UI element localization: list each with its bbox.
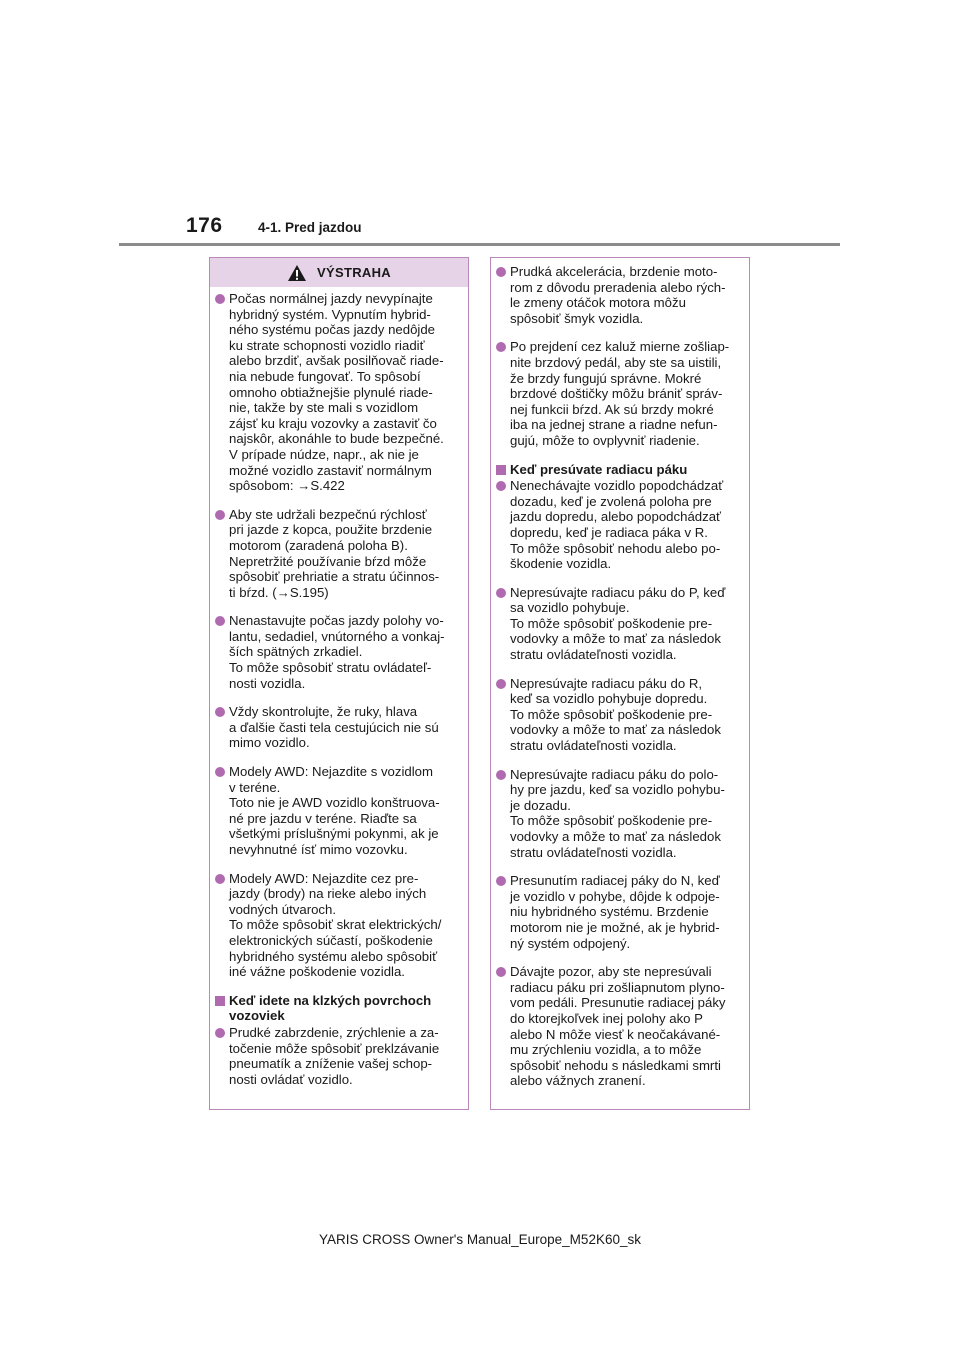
warning-header [210, 258, 468, 287]
bullet-icon [496, 770, 506, 780]
list-item [214, 507, 462, 601]
item-text: Modely AWD: Nejazdite s vozidlom v teréne. Toto nie je AWD vozidlo konštruova- né pre jazdu v teréne. Riaďte sa všetkými príslušnými pokynmi, ak je nevyhnutné ísť mimo vozovku. [229, 764, 440, 857]
list-item [495, 585, 743, 663]
bullet-icon [215, 767, 225, 777]
subheading-text: Keď idete na klzkých povrchoch vozoviek [229, 992, 432, 1024]
bullet-icon [215, 874, 225, 884]
item-text: Nepresúvajte radiacu páku do R, keď sa vozidlo pohybuje dopredu. To môže spôsobiť poškodenie pre- vodovky a môže to mať za následok stratu ovládateľnosti vozidla. [510, 675, 721, 754]
item-text: Počas normálnej jazdy nevypínajte hybridný systém. Vypnutím hybrid- ného systému počas jazdy nedôjde ku strate schopnosti vozidlo riadiť alebo brzdiť, avšak posilňovač riade- nia nebude fungovať. To spôsobí omnoho obtiažnejšie plynulé riade- nie, takže by ste mali s vozidlom zájsť ku kraju vozovky a zastaviť čo najskôr, akonáhle to bude bezpečné. V prípade núdze, napr., ak nie je možné vozidlo zastaviť normálnym spôsobom: →S.422 [229, 291, 444, 494]
item-text: Aby ste udržali bezpečnú rýchlosť pri jazde z kopca, použite brzdenie motorom (zaradená poloha B). Nepretržité používanie bŕzd môže spôsobiť prehriatie a stratu účinnos- ti bŕzd. (→S.195) [229, 506, 440, 600]
subheading [214, 993, 462, 1024]
right-column-body [491, 258, 749, 1089]
list-item [214, 613, 462, 691]
left-column-body [210, 287, 468, 1087]
item-text: Nepresúvajte radiacu páku do polo- hy pre jazdu, keď sa vozidlo pohybu- je dozadu. To môže spôsobiť poškodenie pre- vodovky a môže to mať za následok stratu ovládateľnosti vozidla. [510, 766, 725, 860]
item-text: Presunutím radiacej páky do N, keď je vozidlo v pohybe, dôjde k odpoje- niu hybridného systému. Brzdenie motorom nie je možné, ak je hybrid- ný systém odpojený. [510, 873, 720, 951]
list-item [495, 767, 743, 861]
section-title: 4-1. Pred jazdou [258, 220, 362, 235]
subheading [495, 462, 743, 478]
bullet-icon [215, 616, 225, 626]
bullet-icon [496, 679, 506, 689]
bullet-icon [215, 1028, 225, 1038]
list-item [214, 291, 462, 494]
bullet-icon [496, 967, 506, 977]
list-item [495, 478, 743, 572]
warning-box-right [490, 257, 750, 1110]
list-item [495, 264, 743, 326]
list-item [214, 764, 462, 858]
item-text: Po prejdení cez kaluž mierne zošliap- nite brzdový pedál, aby ste sa uistili, že brzdy fungujú správne. Mokré brzdové doštičky môžu brániť správ- nej funkcii bŕzd. Ak sú brzdy mokré iba na jednej strane a riadne nefun- gujú, môže to ovplyvniť riadenie. [510, 339, 730, 448]
square-bullet-icon [496, 465, 506, 475]
warning-box-left [209, 257, 469, 1110]
item-text: Nenastavujte počas jazdy polohy vo- lantu, sedadiel, vnútorného a vonkaj- ších spätných zrkadiel. To môže spôsobiť stratu ovládateľ- nosti vozidla. [229, 613, 445, 691]
warning-triangle-icon [287, 264, 307, 282]
bullet-icon [215, 707, 225, 717]
item-text: Nepresúvajte radiacu páku do P, keď sa vozidlo pohybuje. To môže spôsobiť poškodenie pre- vodovky a môže to mať za následok stratu ovládateľnosti vozidla. [510, 584, 726, 663]
bullet-icon [496, 588, 506, 598]
item-text: Dávajte pozor, aby ste nepresúvali radiacu páku pri zošliapnutom plyno- vom pedáli. Presunutie radiacej páky do ktorejkoľvek inej polohy ako P alebo N môže viesť k neočakávané- mu zrýchleniu vozidla, a to môže spôsobiť nehodu s následkami smrti alebo vážnych zranení. [510, 964, 726, 1089]
item-text: Modely AWD: Nejazdite cez pre- jazdy (brody) na rieke alebo iných vodných útvaroch. To môže spôsobiť skrat elektrických/ elektronických súčastí, poškodenie hybridného systému alebo spôsobiť iné vážne poškodenie vozidla. [229, 870, 442, 980]
square-bullet-icon [215, 996, 225, 1006]
list-item [214, 871, 462, 980]
item-text: Prudké zabrzdenie, zrýchlenie a za- točenie môže spôsobiť preklzávanie pneumatík a zníženie vašej schop- nosti ovládať vozidlo. [229, 1024, 440, 1087]
warning-title: VÝSTRAHA [317, 265, 391, 280]
bullet-icon [496, 481, 506, 491]
item-text: Nenechávajte vozidlo popodchádzať dozadu, keď je zvolená poloha pre jazdu dopredu, alebo popodchádzať dopredu, keď je radiaca páka v R. To môže spôsobiť nehodu alebo po- škodenie vozidla. [510, 478, 724, 572]
list-item [214, 704, 462, 751]
item-text: Vždy skontrolujte, že ruky, hlava a ďalšie časti tela cestujúcich nie sú mimo vozidlo. [229, 704, 439, 751]
bullet-icon [496, 267, 506, 277]
bullet-icon [496, 342, 506, 352]
item-text: Prudká akcelerácia, brzdenie moto- rom z dôvodu preradenia alebo rých- le zmeny otáčok motora môžu spôsobiť šmyk vozidla. [510, 264, 726, 326]
subheading-text: Keď presúvate radiacu páku [510, 461, 688, 477]
list-item [495, 339, 743, 448]
bullet-icon [215, 294, 225, 304]
list-item [495, 964, 743, 1089]
page-number: 176 [186, 214, 223, 237]
footer-text: YARIS CROSS Owner's Manual_Europe_M52K60_sk [319, 1232, 641, 1247]
header-divider [119, 243, 840, 246]
list-item [495, 676, 743, 754]
bullet-icon [215, 510, 225, 520]
list-item [214, 1025, 462, 1087]
list-item [495, 873, 743, 951]
bullet-icon [496, 876, 506, 886]
